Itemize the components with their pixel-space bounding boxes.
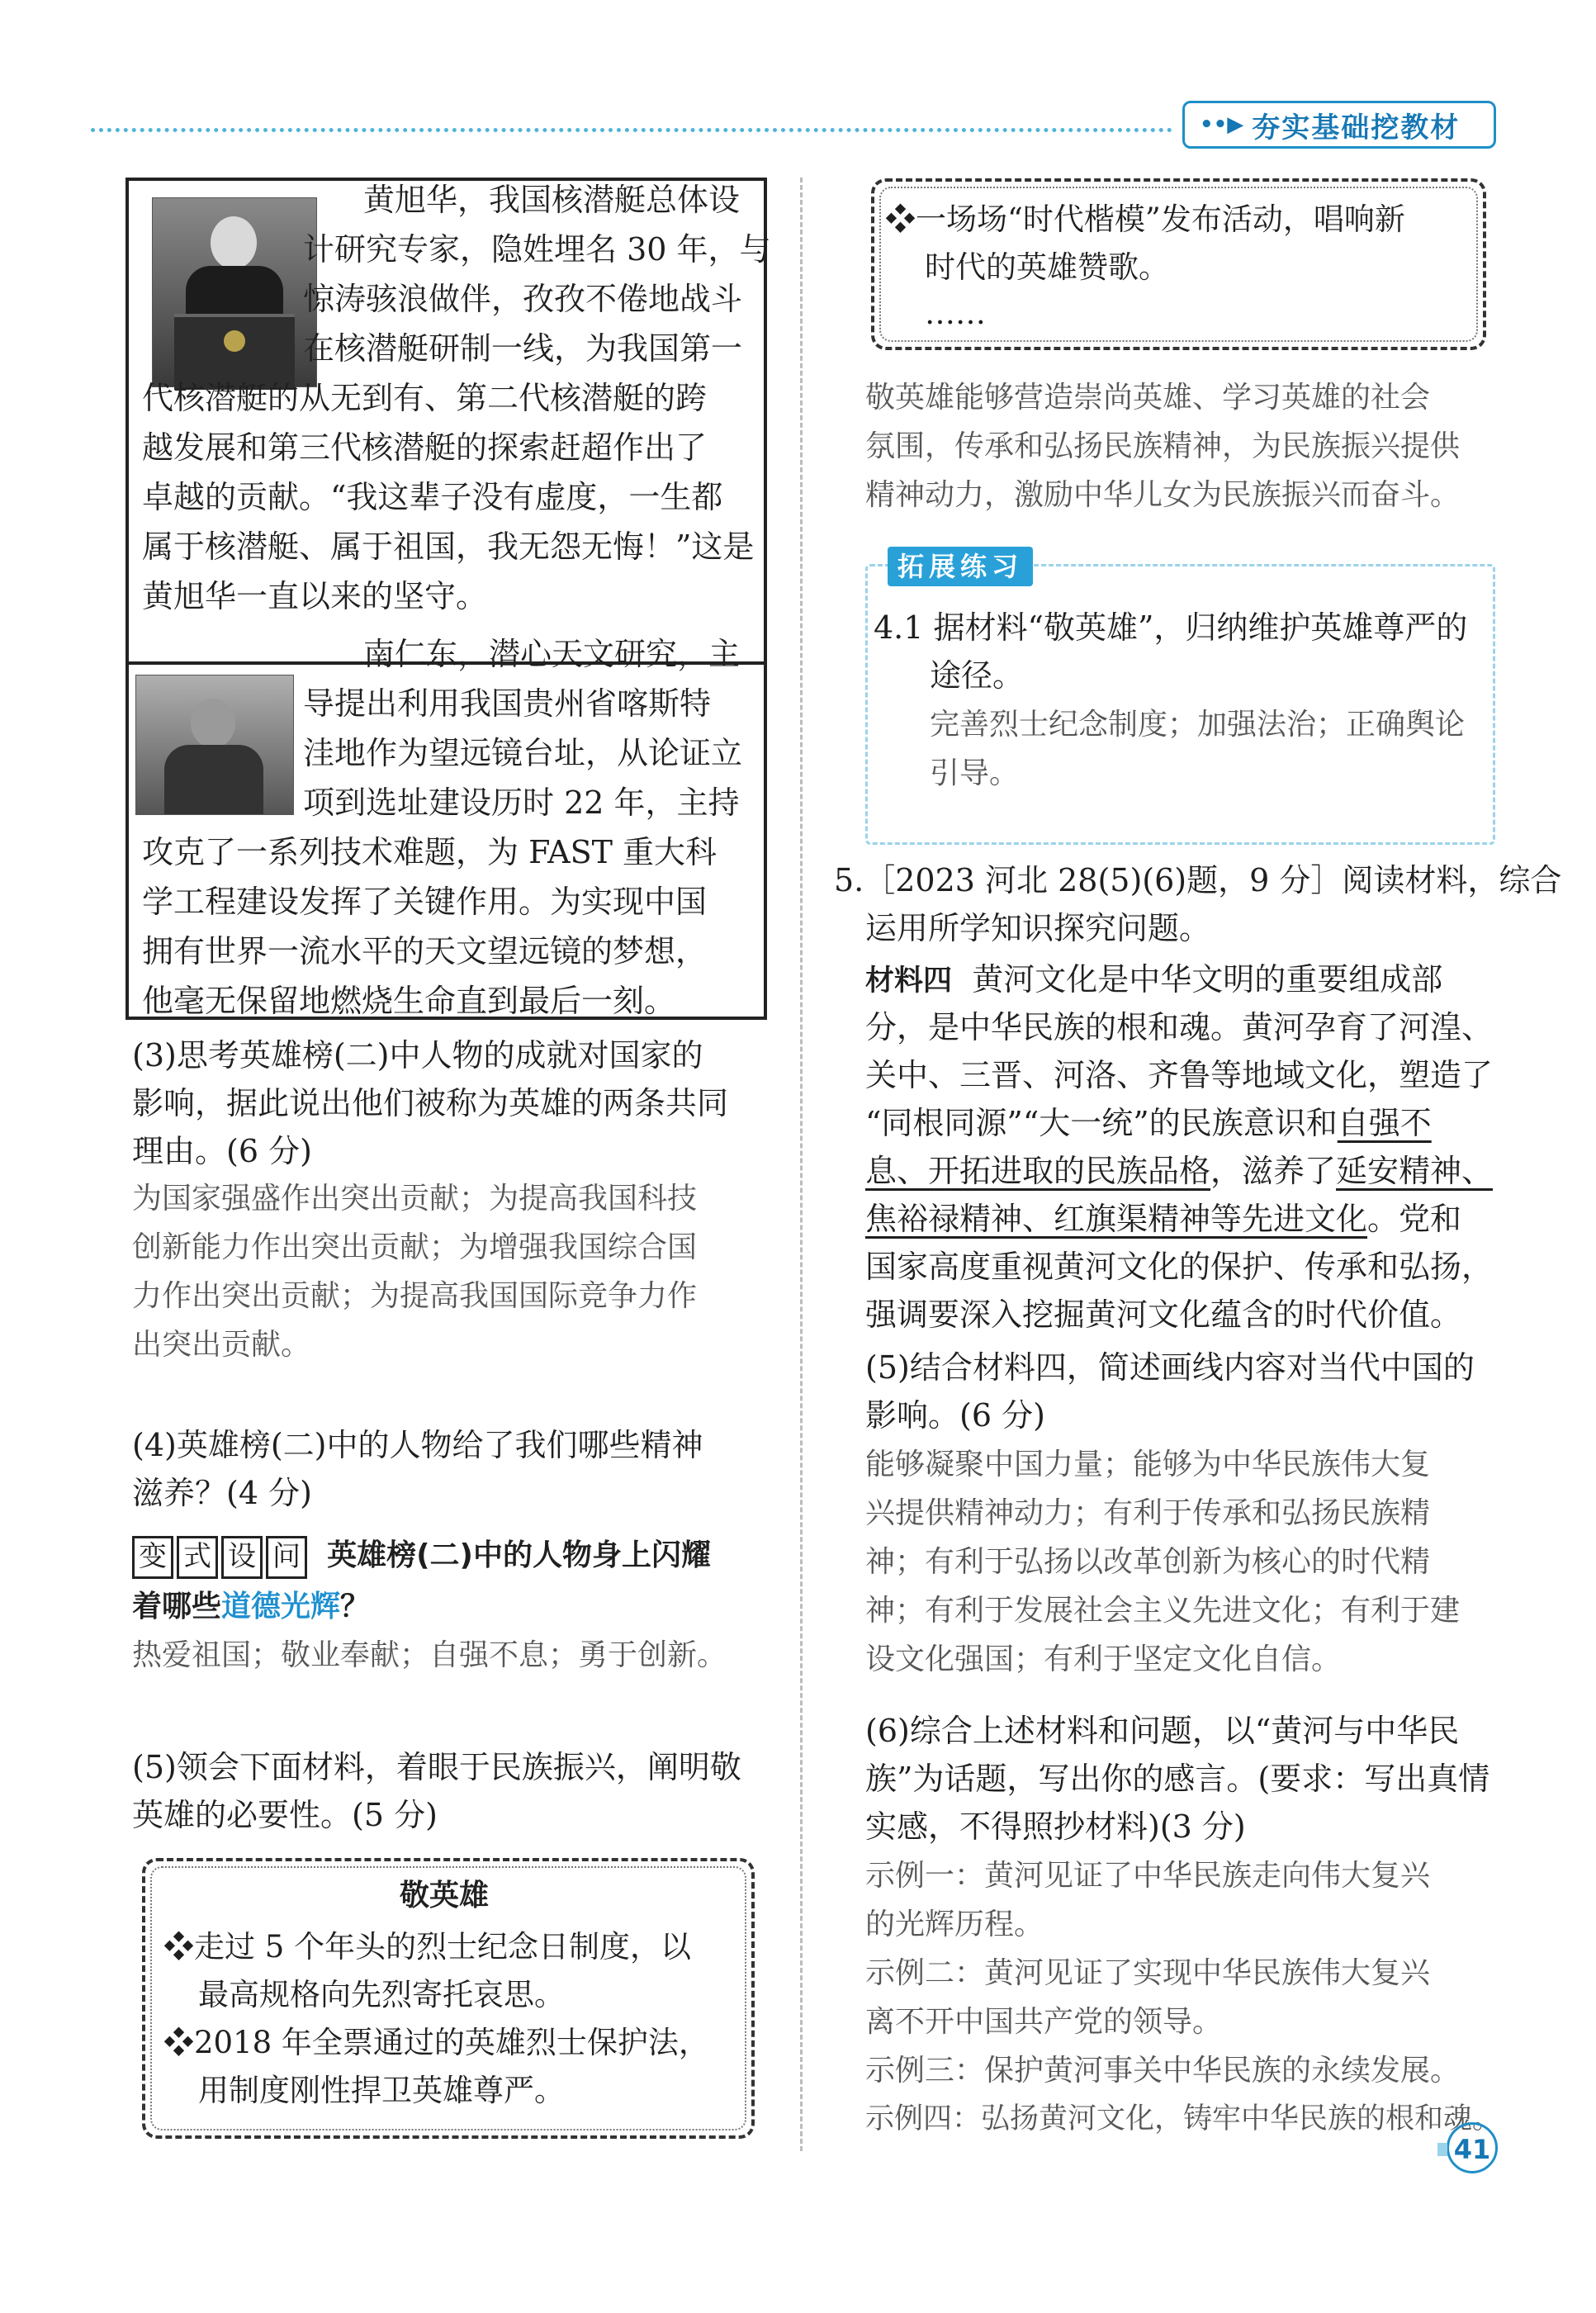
material-line: 材料四 黄河文化是中华文明的重要组成部 [865, 961, 1443, 998]
answer-5-line: 精神动力，激励中华儿女为民族振兴而奋斗。 [865, 478, 1461, 512]
material-line: 息、开拓进取的民族品格，滋养了延安精神、 [865, 1153, 1494, 1189]
variant-tag: 式 [177, 1536, 218, 1579]
hero2-line: 拥有世界一流水平的天文望远镜的梦想， [142, 933, 708, 969]
sub-answer-6-line: 示例二：黄河见证了实现中华民族伟大复兴 [865, 1956, 1431, 1990]
question-4-line: (4)英雄榜(二)中的人物给了我们哪些精神 [132, 1427, 703, 1463]
question-5-intro: 5.［2023 河北 28(5)(6)题，9 分］阅读材料，综合 [834, 862, 1562, 898]
sub-answer-5-line: 能够凝聚中国力量；能够为中华民族伟大复 [865, 1448, 1431, 1481]
question-3-line: 影响，据此说出他们被称为英雄的两条共同 [132, 1085, 729, 1121]
variant-tag: 设 [221, 1536, 263, 1579]
variant-question-line-2: 着哪些道德光辉？ [132, 1590, 371, 1623]
hero1-line: 惊涛骇浪做伴，孜孜不倦地战斗 [303, 281, 743, 317]
quote-box-title: 敬英雄 [400, 1879, 490, 1912]
hero1-line: 越发展和第三代核潜艇的探索赶超作出了 [142, 429, 708, 466]
sub-answer-5-line: 神；有利于发展社会主义先进文化；有利于建 [865, 1594, 1461, 1628]
sub-answer-6-line: 示例三：保护黄河事关中华民族的永续发展。 [865, 2054, 1461, 2088]
material-line: 关中、三晋、河洛、齐鲁等地域文化，塑造了 [865, 1057, 1494, 1093]
underlined-text: 自强不 [1337, 1105, 1432, 1141]
material-line: 分，是中华民族的根和魂。黄河孕育了河湟、 [865, 1009, 1494, 1045]
sub-answer-6-line: 离不开中国共产党的领导。 [865, 2005, 1223, 2039]
material-line: 焦裕禄精神、红旗渠精神等先进文化。党和 [865, 1201, 1462, 1237]
answer-4: 热爱祖国；敬业奉献；自强不息；勇于创新。 [132, 1638, 727, 1672]
hero2-line: 洼地作为望远镜台址，从论证立 [303, 735, 743, 771]
quote-box-line: 用制度刚性捍卫英雄尊严。 [198, 2073, 565, 2108]
question-3-line: 理由。(6 分) [132, 1133, 312, 1169]
answer-5-line: 氛围，传承和弘扬民族精神，为民族振兴提供 [865, 429, 1461, 463]
material-label: 材料四 [865, 965, 953, 998]
quote-box-line: 时代的英雄赞歌。 [925, 249, 1169, 285]
portrait-photo-huang-xuhua [152, 197, 317, 387]
sub-question-6-line: (6)综合上述材料和问题，以“黄河与中华民 [865, 1713, 1460, 1749]
extension-question-line: 4.1 据材料“敬英雄”，归纳维护英雄尊严的 [874, 609, 1468, 646]
hero2-line: 南仁东，潜心天文研究，主 [363, 636, 741, 672]
quote-box-line: ❖一场场“时代楷模”发布活动，唱响新 [885, 201, 1405, 237]
question-3-line: (3)思考英雄榜(二)中人物的成就对国家的 [132, 1037, 703, 1074]
hero2-line: 他毫无保留地燃烧生命直到最后一刻。 [142, 983, 676, 1019]
variant-question-line [132, 1529, 711, 1581]
extension-practice-label: 拓展练习 [888, 547, 1033, 586]
hero2-line: 学工程建设发挥了关键作用。为实现中国 [142, 884, 708, 920]
quote-box-line: ❖走过 5 个年头的烈士纪念日制度，以 [163, 1929, 692, 1965]
highlight-keyword: 道德光辉 [221, 1590, 341, 1623]
hero1-line: 黄旭华，我国核潜艇总体设 [363, 182, 741, 218]
hero2-line: 导提出利用我国贵州省喀斯特 [303, 685, 712, 722]
quote-box-line: ❖2018 年全票通过的英雄烈士保护法， [163, 2025, 709, 2060]
sub-question-6-line: 族”为话题，写出你的感言。(要求：写出真情 [865, 1761, 1490, 1797]
extension-answer-line: 引导。 [930, 756, 1020, 790]
extension-question-line: 途径。 [930, 657, 1025, 694]
hero1-line: 在核潜艇研制一线，为我国第一 [303, 330, 743, 367]
material-line: 国家高度重视黄河文化的保护、传承和弘扬， [865, 1249, 1494, 1285]
sub-question-6-line: 实感，不得照抄材料)(3 分) [865, 1808, 1246, 1845]
column-divider [800, 178, 803, 2151]
arrow-icon: ••▶ [1200, 112, 1244, 137]
answer-3-line: 创新能力作出突出贡献；为增强我国综合国 [132, 1230, 698, 1264]
material-line: “同根同源”“大一统”的民族意识和自强不 [865, 1105, 1432, 1141]
hero2-line: 攻克了一系列技术难题，为 FAST 重大科 [142, 834, 717, 870]
question-5-intro: 运用所学知识探究问题。 [865, 910, 1211, 946]
hero1-line: 卓越的贡献。“我这辈子没有虚度，一生都 [142, 479, 723, 515]
sub-question-5-line: (5)结合材料四，简述画线内容对当代中国的 [865, 1349, 1475, 1386]
question-4-line: 滋养？(4 分) [132, 1475, 312, 1511]
hero1-line: 属于核潜艇、属于祖国，我无怨无悔！”这是 [142, 528, 755, 565]
sub-answer-5-line: 设文化强国；有利于坚定文化自信。 [865, 1642, 1342, 1676]
sub-answer-5-line: 神；有利于弘扬以改革创新为核心的时代精 [865, 1545, 1431, 1579]
answer-3-line: 为国家强盛作出突出贡献；为提高我国科技 [132, 1182, 698, 1216]
underlined-text: 延安精神、 [1336, 1153, 1494, 1189]
variant-tag: 问 [266, 1536, 307, 1579]
underlined-text: 息、开拓进取的民族品格 [865, 1153, 1211, 1189]
answer-5-line: 敬英雄能够营造崇尚英雄、学习英雄的社会 [865, 381, 1431, 415]
page-number: 41 [1447, 2122, 1498, 2173]
quote-box-line: 最高规格向先烈寄托哀思。 [198, 1977, 565, 2012]
hero1-line: 黄旭华一直以来的坚守。 [142, 578, 488, 614]
hero1-line: 计研究专家，隐姓埋名 30 年，与 [303, 231, 771, 268]
variant-tag: 变 [132, 1536, 173, 1579]
underlined-text: 焦裕禄精神、红旗渠精神等先进文化 [865, 1201, 1368, 1237]
sub-answer-5-line: 兴提供精神动力；有利于传承和弘扬民族精 [865, 1496, 1431, 1530]
answer-3-line: 力作出突出贡献；为提高我国国际竞争力作 [132, 1279, 698, 1313]
section-header-badge [1182, 101, 1496, 149]
material-line: 强调要深入挖掘黄河文化蕴含的时代价值。 [865, 1296, 1462, 1333]
variant-question-text: 英雄榜(二)中的人物身上闪耀 [327, 1538, 712, 1572]
sub-answer-6-line: 示例一：黄河见证了中华民族走向伟大复兴 [865, 1859, 1431, 1893]
answer-3-line: 出突出贡献。 [132, 1328, 311, 1362]
question-5-line: (5)领会下面材料，着眼于民族振兴，阐明敬 [132, 1749, 741, 1785]
hero1-line: 代核潜艇的从无到有、第二代核潜艇的跨 [142, 380, 708, 416]
quote-box-line: …… [925, 296, 986, 331]
sub-answer-6-line: 的光辉历程。 [865, 1908, 1044, 1941]
portrait-photo-nan-rendong [135, 675, 294, 815]
extension-answer-line: 完善烈士纪念制度；加强法治；正确舆论 [930, 708, 1466, 742]
hero2-line: 项到选址建设历时 22 年，主持 [303, 784, 740, 821]
section-title: 夯实基础挖教材 [1252, 111, 1461, 145]
sub-question-5-line: 影响。(6 分) [865, 1397, 1045, 1434]
header-dotted-line [91, 128, 1172, 132]
question-5-line: 英雄的必要性。(5 分) [132, 1797, 438, 1833]
sub-answer-6-line: 示例四：弘扬黄河文化，铸牢中华民族的根和魂。 [865, 2102, 1502, 2135]
